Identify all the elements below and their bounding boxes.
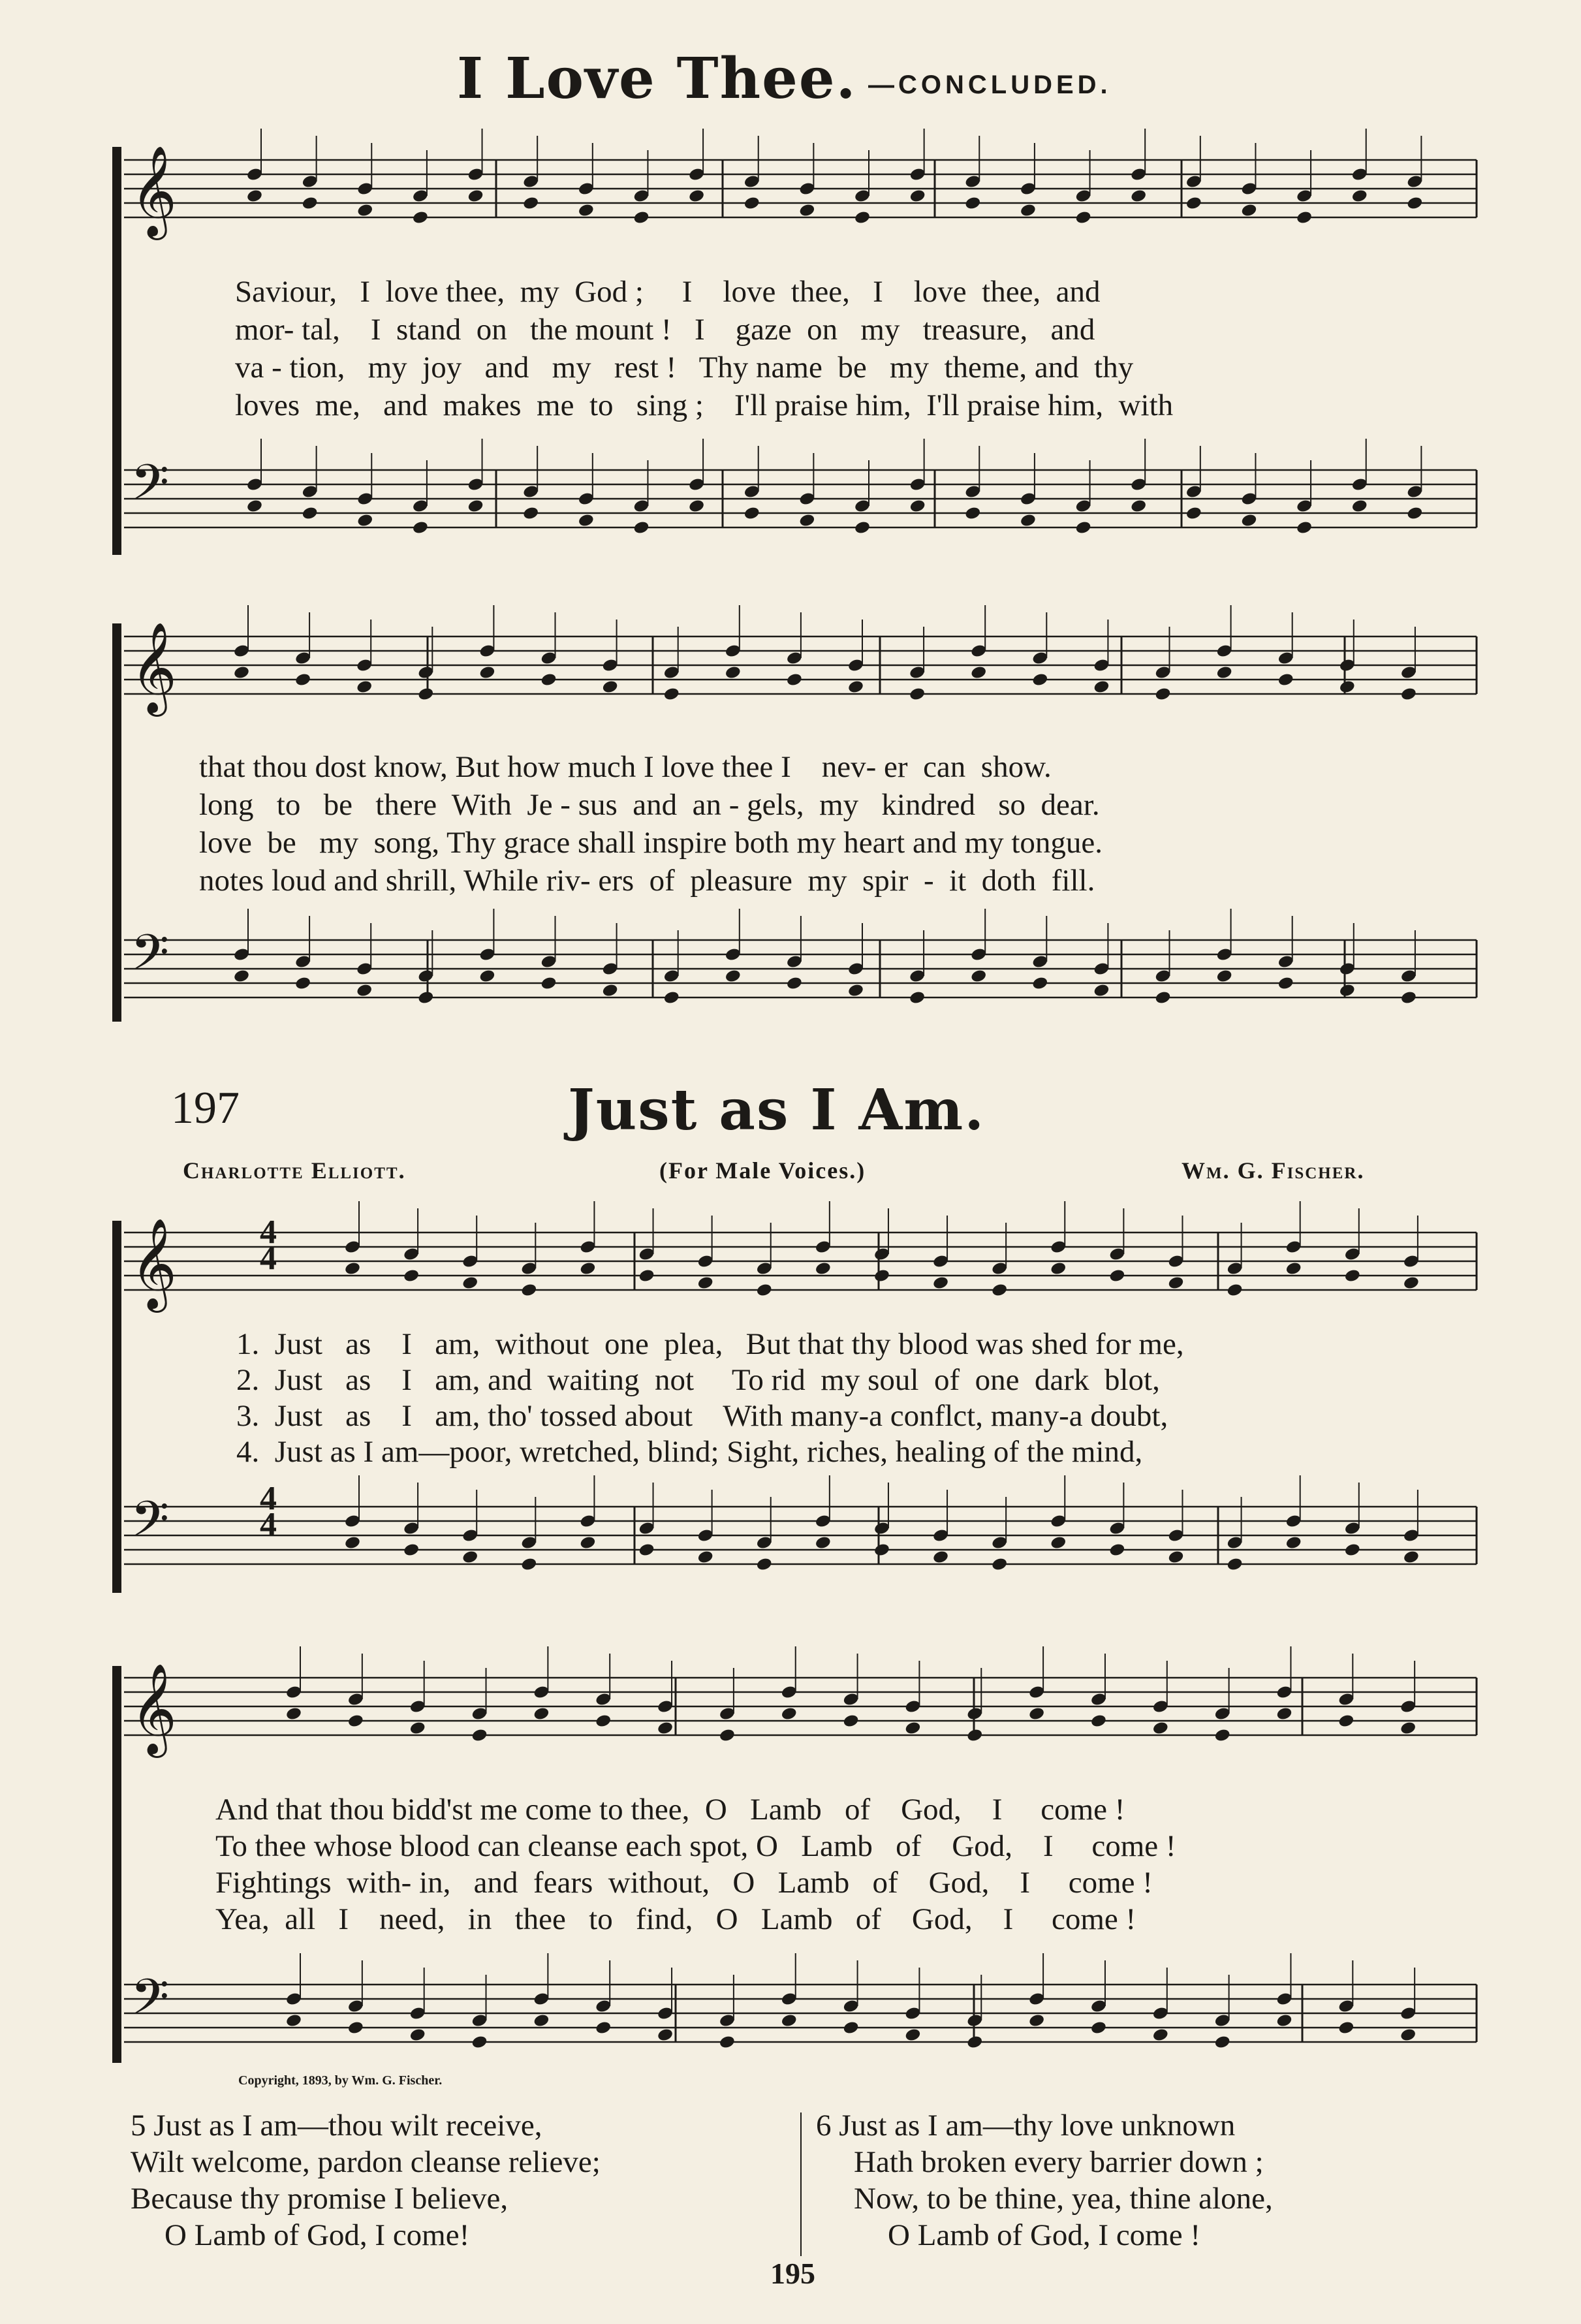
lower-s2-treble-note	[409, 1721, 426, 1736]
page-number: 195	[770, 2257, 815, 2290]
lower-s2-bass-note	[1400, 2028, 1417, 2043]
time-signature-bass: 4 4	[260, 1480, 277, 1543]
upper-s2-bass-note	[294, 976, 311, 991]
stanza-divider	[800, 2112, 802, 2256]
upper-s1-bass-note	[356, 513, 373, 528]
stanza-6	[816, 2107, 1273, 2253]
upper-s2-treble-note	[1339, 680, 1356, 695]
lower-s1-treble-note	[1227, 1283, 1244, 1298]
upper-s2-bass-note	[847, 983, 864, 998]
upper-s1-treble-note	[246, 189, 263, 204]
lower-s2-bass-note	[1214, 2035, 1231, 2050]
time-signature-treble: 4 4	[260, 1214, 277, 1277]
lower-s2-treble-note	[471, 1728, 488, 1743]
stanza-line: 5 Just as I am—thou wilt receive,	[131, 2109, 542, 2143]
lower-s1-bass-note	[462, 1550, 478, 1565]
lower-s1-bass-note	[873, 1543, 890, 1558]
lower-s2-treble-note	[285, 1706, 302, 1721]
lyric-line: To thee whose blood can cleanse each spot, O Lamb of God, I come !	[215, 1829, 1176, 1863]
upper-s2-bass-note	[356, 983, 373, 998]
upper-s2-treble-note	[847, 680, 864, 695]
upper-s1-bass-note	[1351, 499, 1368, 514]
upper-s2-treble-note	[1400, 687, 1417, 702]
lower-s1-bass-note	[1285, 1535, 1302, 1550]
lower-s1-bass-note	[1108, 1543, 1125, 1558]
lower-s2-bass-note	[1152, 2028, 1169, 2043]
lyric-line: 3. Just as I am, tho' tossed about With many-a conflct, many-a doubt,	[236, 1399, 1168, 1433]
lyric-line: mor- tal, I stand on the mount ! I gaze on my treasure, and	[235, 313, 1095, 347]
lower-s1-bass-note	[932, 1550, 949, 1565]
upper-s1-bass-note	[1185, 506, 1202, 521]
upper-s2-treble-note	[1277, 672, 1294, 687]
lower-s1-bass-note	[1344, 1543, 1361, 1558]
lower-s1-treble-note	[1285, 1261, 1302, 1276]
upper-s2-treble-note	[663, 687, 680, 702]
upper-s1-bass-note	[1296, 520, 1313, 535]
upper-s2-treble-note	[1216, 665, 1233, 680]
upper-s2-bass-note	[1031, 976, 1048, 991]
upper-s1-treble-note	[909, 189, 926, 204]
hymn-voicing: (For Male Voices.)	[659, 1157, 866, 1184]
lyric-line: Yea, all I need, in thee to find, O Lamb of God, I come !	[215, 1902, 1136, 1936]
lower-s1-treble-note	[638, 1268, 655, 1283]
upper-s1-treble-note	[633, 210, 650, 225]
lower-s1-treble-note	[1108, 1268, 1125, 1283]
lower-s2-treble-note	[781, 1706, 798, 1721]
upper-s2-treble-note	[540, 672, 557, 687]
treble-clef-icon: 𝄞	[131, 146, 177, 236]
upper-s2-treble-note	[786, 672, 803, 687]
bass-clef-icon: 𝄢	[131, 454, 170, 524]
upper-s2-bass-note	[602, 983, 619, 998]
upper-hymn-title: I Love Thee.	[457, 46, 857, 112]
lower-s1-treble-note	[756, 1283, 773, 1298]
upper-s1-bass-note	[578, 513, 595, 528]
upper-s2-bass-note	[1400, 990, 1417, 1005]
copyright-notice: Copyright, 1893, by Wm. G. Fischer.	[238, 2073, 443, 2088]
upper-s2-bass-note	[478, 969, 495, 984]
upper-s2-treble-note	[602, 680, 619, 695]
stanza-line: Wilt welcome, pardon cleanse relieve;	[131, 2145, 601, 2179]
upper-s2-bass-note	[786, 976, 803, 991]
lower-s2-treble-note	[1400, 1721, 1417, 1736]
upper-s1-bass-note	[1130, 499, 1147, 514]
lower-s2-treble-note	[1214, 1728, 1231, 1743]
lower-s2-treble-note	[719, 1728, 736, 1743]
lower-s2-bass-note	[904, 2028, 921, 2043]
upper-s2-bass-note	[970, 969, 987, 984]
upper-s2-bass-note	[909, 990, 926, 1005]
upper-s1-treble-note	[412, 210, 429, 225]
lower-system2-lyrics	[215, 1791, 1176, 1938]
upper-s1-bass-note	[1240, 513, 1257, 528]
lower-s2-treble-note	[966, 1728, 983, 1743]
lyric-line: love be my song, Thy grace shall inspire both my heart and my tongue.	[199, 826, 1103, 860]
upper-s2-bass-note	[1154, 990, 1171, 1005]
lyric-line: Saviour, I love thee, my God ; I love thee, I love thee, and	[235, 275, 1101, 309]
lower-s2-bass-note	[719, 2035, 736, 2050]
stanza-line: Because thy promise I believe,	[131, 2182, 509, 2216]
upper-s1-bass-note	[1406, 506, 1423, 521]
upper-s1-treble-note	[798, 203, 815, 218]
stanza-line: O Lamb of God, I come !	[888, 2218, 1200, 2252]
upper-s2-treble-note	[1093, 680, 1110, 695]
bass-clef-icon: 𝄢	[131, 1968, 170, 2038]
upper-s2-treble-note	[294, 672, 311, 687]
lower-s2-treble-note	[533, 1706, 550, 1721]
lower-s1-treble-note	[1403, 1276, 1420, 1291]
upper-s1-bass-note	[688, 499, 705, 514]
lyric-line: long to be there With Je - sus and an - gels, my kindred so dear.	[199, 788, 1100, 822]
lyric-line: loves me, and makes me to sing ; I'll praise him, I'll praise him, with	[235, 388, 1174, 422]
lower-s1-bass-note	[1167, 1550, 1184, 1565]
stanza-5	[131, 2107, 601, 2253]
lower-s2-treble-note	[843, 1714, 860, 1729]
lower-s1-treble-note	[520, 1283, 537, 1298]
upper-s1-treble-note	[467, 189, 484, 204]
treble-clef-icon: 𝄞	[131, 1218, 177, 1309]
lyric-line: 1. Just as I am, without one plea, But that thy blood was shed for me,	[236, 1327, 1184, 1361]
lower-s2-bass-note	[533, 2013, 550, 2028]
lower-s1-treble-note	[344, 1261, 361, 1276]
upper-system2-lyrics	[199, 748, 1103, 900]
lyric-line: 2. Just as I am, and waiting not To rid my soul of one dark blot,	[236, 1363, 1160, 1397]
system-brace	[112, 1221, 121, 1593]
upper-s2-treble-note	[356, 680, 373, 695]
lyric-line: Fightings with- in, and fears without, O Lamb of God, I come !	[215, 1866, 1153, 1900]
lower-s1-treble-note	[579, 1261, 596, 1276]
lower-s2-bass-note	[1090, 2020, 1107, 2035]
lower-s1-bass-note	[1050, 1535, 1067, 1550]
upper-s2-bass-note	[417, 990, 434, 1005]
upper-s1-treble-note	[964, 196, 981, 211]
lower-s2-treble-note	[1276, 1706, 1292, 1721]
treble-clef-icon: 𝄞	[131, 1663, 177, 1754]
upper-s2-bass-note	[233, 969, 250, 984]
lower-s1-treble-note	[1050, 1261, 1067, 1276]
upper-s1-bass-note	[744, 506, 760, 521]
upper-s2-bass-note	[1277, 976, 1294, 991]
lower-s1-bass-note	[344, 1535, 361, 1550]
lower-s1-treble-note	[991, 1283, 1008, 1298]
lower-s1-bass-note	[638, 1543, 655, 1558]
lower-s1-treble-note	[403, 1268, 420, 1283]
upper-s1-treble-note	[854, 210, 871, 225]
lower-s1-bass-note	[1403, 1550, 1420, 1565]
lower-s2-treble-note	[904, 1721, 921, 1736]
lyric-line: 4. Just as I am—poor, wretched, blind; Sight, riches, healing of the mind,	[236, 1435, 1143, 1469]
upper-s2-treble-note	[233, 665, 250, 680]
upper-s1-bass-note	[854, 520, 871, 535]
lower-s2-treble-note	[347, 1714, 364, 1729]
lower-s2-bass-note	[285, 2013, 302, 2028]
upper-s1-bass-note	[467, 499, 484, 514]
upper-s2-bass-note	[663, 990, 680, 1005]
upper-s1-bass-note	[633, 520, 650, 535]
lower-s2-treble-note	[1090, 1714, 1107, 1729]
upper-s2-bass-note	[1339, 983, 1356, 998]
upper-s2-bass-note	[540, 976, 557, 991]
lower-s1-bass-note	[520, 1557, 537, 1572]
hymn-author: Charlotte Elliott.	[183, 1157, 406, 1184]
lyric-line: va - tion, my joy and my rest ! Thy name be my theme, and thy	[235, 351, 1134, 385]
stanza-line: O Lamb of God, I come!	[164, 2218, 470, 2252]
lower-s2-bass-note	[966, 2035, 983, 2050]
lower-s2-bass-note	[1028, 2013, 1045, 2028]
lower-s1-treble-note	[1167, 1276, 1184, 1291]
upper-s1-treble-note	[1185, 196, 1202, 211]
upper-s1-treble-note	[578, 203, 595, 218]
system-brace	[112, 1666, 121, 2063]
upper-s2-bass-note	[725, 969, 742, 984]
upper-s2-treble-note	[909, 687, 926, 702]
upper-s1-bass-note	[798, 513, 815, 528]
upper-s1-bass-note	[909, 499, 926, 514]
lyric-line: notes loud and shrill, While riv- ers of pleasure my spir - it doth fill.	[199, 864, 1095, 898]
hymn-number: 197	[171, 1083, 240, 1133]
lower-s1-bass-note	[697, 1550, 714, 1565]
system-brace	[112, 147, 121, 555]
upper-s1-bass-note	[246, 499, 263, 514]
lower-s1-treble-note	[697, 1276, 714, 1291]
upper-s2-bass-note	[1093, 983, 1110, 998]
lower-s2-bass-note	[409, 2028, 426, 2043]
lower-s1-treble-note	[1344, 1268, 1361, 1283]
lower-s2-treble-note	[1338, 1714, 1354, 1729]
lower-s2-bass-note	[347, 2020, 364, 2035]
lyric-line: And that thou bidd'st me come to thee, O Lamb of God, I come !	[215, 1793, 1125, 1827]
lower-s2-treble-note	[1028, 1706, 1045, 1721]
lower-s2-treble-note	[1152, 1721, 1169, 1736]
lower-s1-bass-note	[1227, 1557, 1244, 1572]
upper-s1-bass-note	[1074, 520, 1091, 535]
concluded-label: —CONCLUDED.	[868, 71, 1112, 99]
lower-s1-bass-note	[991, 1557, 1008, 1572]
upper-s2-treble-note	[970, 665, 987, 680]
system-brace	[112, 623, 121, 1022]
upper-s1-treble-note	[1074, 210, 1091, 225]
upper-s1-treble-note	[1130, 189, 1147, 204]
stanza-line: Hath broken every barrier down ;	[854, 2145, 1264, 2179]
upper-s1-treble-note	[1351, 189, 1368, 204]
lower-s1-treble-note	[932, 1276, 949, 1291]
upper-s2-bass-note	[1216, 969, 1233, 984]
treble-clef-icon: 𝄞	[131, 622, 177, 713]
upper-s1-treble-note	[1406, 196, 1423, 211]
upper-s2-treble-note	[478, 665, 495, 680]
upper-s1-bass-note	[302, 506, 319, 521]
lower-s1-treble-note	[873, 1268, 890, 1283]
upper-s1-treble-note	[522, 196, 539, 211]
bass-clef-icon: 𝄢	[131, 924, 170, 994]
upper-s1-treble-note	[1296, 210, 1313, 225]
stanza-line: 6 Just as I am—thy love unknown	[816, 2109, 1236, 2143]
lower-s1-bass-note	[403, 1543, 420, 1558]
lyric-line: that thou dost know, But how much I love thee I nev- er can show.	[199, 750, 1052, 784]
upper-s1-treble-note	[356, 203, 373, 218]
lower-s1-bass-note	[756, 1557, 773, 1572]
lower-hymn-title: Just as I Am.	[568, 1077, 986, 1143]
lower-s2-bass-note	[471, 2035, 488, 2050]
lower-s2-treble-note	[595, 1714, 612, 1729]
lower-s2-bass-note	[595, 2020, 612, 2035]
lower-s1-bass-note	[579, 1535, 596, 1550]
lower-s2-bass-note	[657, 2028, 674, 2043]
upper-s1-bass-note	[412, 520, 429, 535]
upper-system1-lyrics	[235, 273, 1173, 424]
lower-s2-bass-note	[781, 2013, 798, 2028]
lower-system1-lyrics	[236, 1327, 1184, 1470]
upper-s2-treble-note	[725, 665, 742, 680]
upper-s1-bass-note	[522, 506, 539, 521]
lower-s2-bass-note	[1338, 2020, 1354, 2035]
upper-s2-treble-note	[1154, 687, 1171, 702]
upper-s1-bass-note	[964, 506, 981, 521]
lower-s1-bass-note	[815, 1535, 832, 1550]
stanza-line: Now, to be thine, yea, thine alone,	[854, 2182, 1273, 2216]
lower-s1-treble-note	[462, 1276, 478, 1291]
upper-s2-treble-note	[1031, 672, 1048, 687]
lower-s2-bass-note	[843, 2020, 860, 2035]
upper-s1-treble-note	[688, 189, 705, 204]
lower-s1-treble-note	[815, 1261, 832, 1276]
upper-s2-treble-note	[417, 687, 434, 702]
hymn-composer: Wm. G. Fischer.	[1182, 1157, 1365, 1184]
upper-s1-treble-note	[1240, 203, 1257, 218]
bass-clef-icon: 𝄢	[131, 1490, 170, 1560]
upper-s1-bass-note	[1020, 513, 1037, 528]
upper-s1-treble-note	[744, 196, 760, 211]
lower-s2-treble-note	[657, 1721, 674, 1736]
lower-s2-bass-note	[1276, 2013, 1292, 2028]
upper-s1-treble-note	[302, 196, 319, 211]
upper-s1-treble-note	[1020, 203, 1037, 218]
